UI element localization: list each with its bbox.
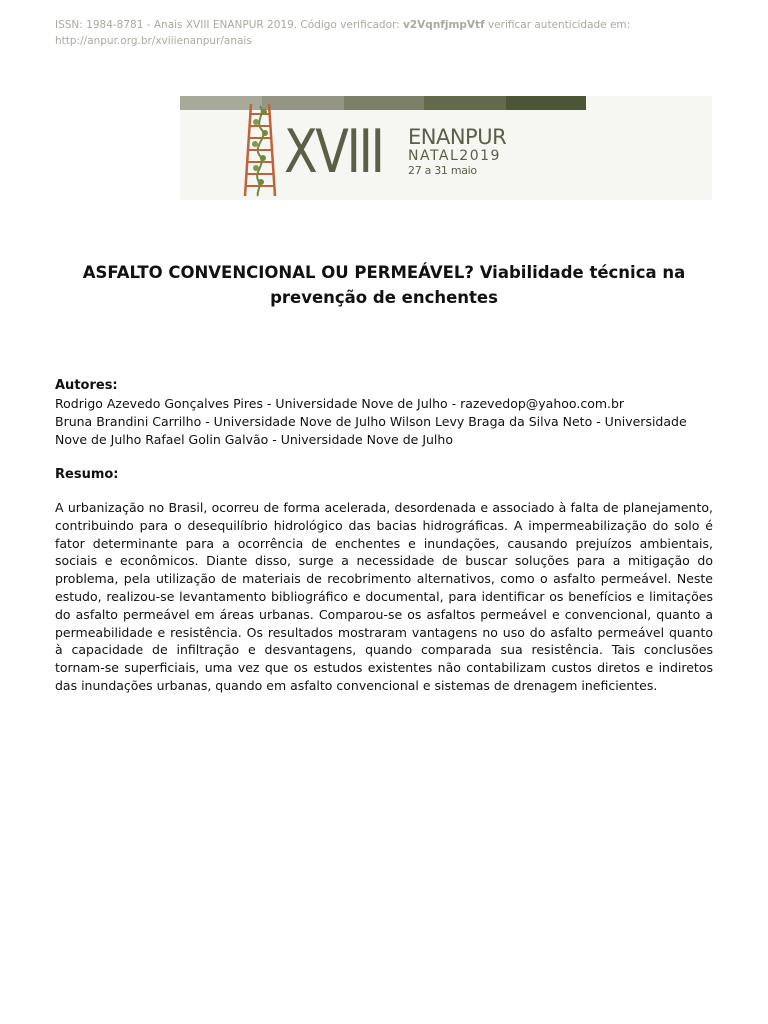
abstract-text: A urbanização no Brasil, ocorreu de forma acelerada, desordenada e associado à falta de planejamento, contribuindo para o desequilíbrio hidrológico das bacias hidrográficas. A impermeabilização do solo é fator determinante para a ocorrência de enchentes e inundações, causando prejuízos ambientais, sociais e econômicos. Diante disso, surge a necessidade de buscar soluções para a mitigação do problema, pela utilização de materiais de recobrimento alternativos, como o asfalto permeável. Neste estudo, realizou-se levantamento bibliográfico e documental, para identificar os benefícios e limitações do asfalto permeável em áreas urbanas. Comparou-se os asfaltos permeável e convencional, quanto a permeabilidade e resistência. Os resultados mostraram vantagens no uso do asfalto permeável quanto à capacidade de infiltração e desvantagens, quando comparada sua resistência. Tais conclusões tornam-se superficiais, uma vez que os estudos existentes não contabilizam custos diretos e indiretos das inundações urbanas, quando em asfalto convencional e sistemas de drenagem ineficientes. [55,500,713,693]
event-banner-logo [180,96,712,200]
logo-event-name: ENANPUR [408,125,507,149]
ladder-with-vine-icon [236,100,286,198]
authors-list [55,395,715,449]
issn-header-note [55,17,735,49]
logo-city-year: NATAL2019 [408,148,501,164]
paper-title: ASFALTO CONVENCIONAL OU PERMEÁVEL? Viabilidade técnica na prevenção de enchentes [82,263,686,307]
anais-url[interactable]: http://anpur.org.br/xviiienanpur/anais [55,35,252,47]
banner-color-band [506,96,586,110]
banner-color-band [424,96,506,110]
banner-color-band [344,96,424,110]
author-entry: Bruna Brandini Carrilho - Universidade Nove de Julho Wilson Levy Braga da Silva Neto - Universidade Nove de Julho Rafael Golin Galvão - Universidade Nove de Julho [55,414,687,447]
verifier-code: v2VqnfjmpVtf [403,19,485,31]
header-note-suffix: verificar autenticidade em: [484,19,631,31]
authors-label: Autores: [55,378,118,393]
author-entry: Rodrigo Azevedo Gonçalves Pires - Universidade Nove de Julho - razevedop@yahoo.com.br [55,396,625,411]
logo-dates: 27 a 31 maio [408,164,477,177]
header-note-prefix: ISSN: 1984-8781 - Anais XVIII ENANPUR 2019. Código verificador: [55,19,404,31]
logo-roman-numeral: XVIII [284,117,383,187]
abstract-label: Resumo: [55,467,119,482]
